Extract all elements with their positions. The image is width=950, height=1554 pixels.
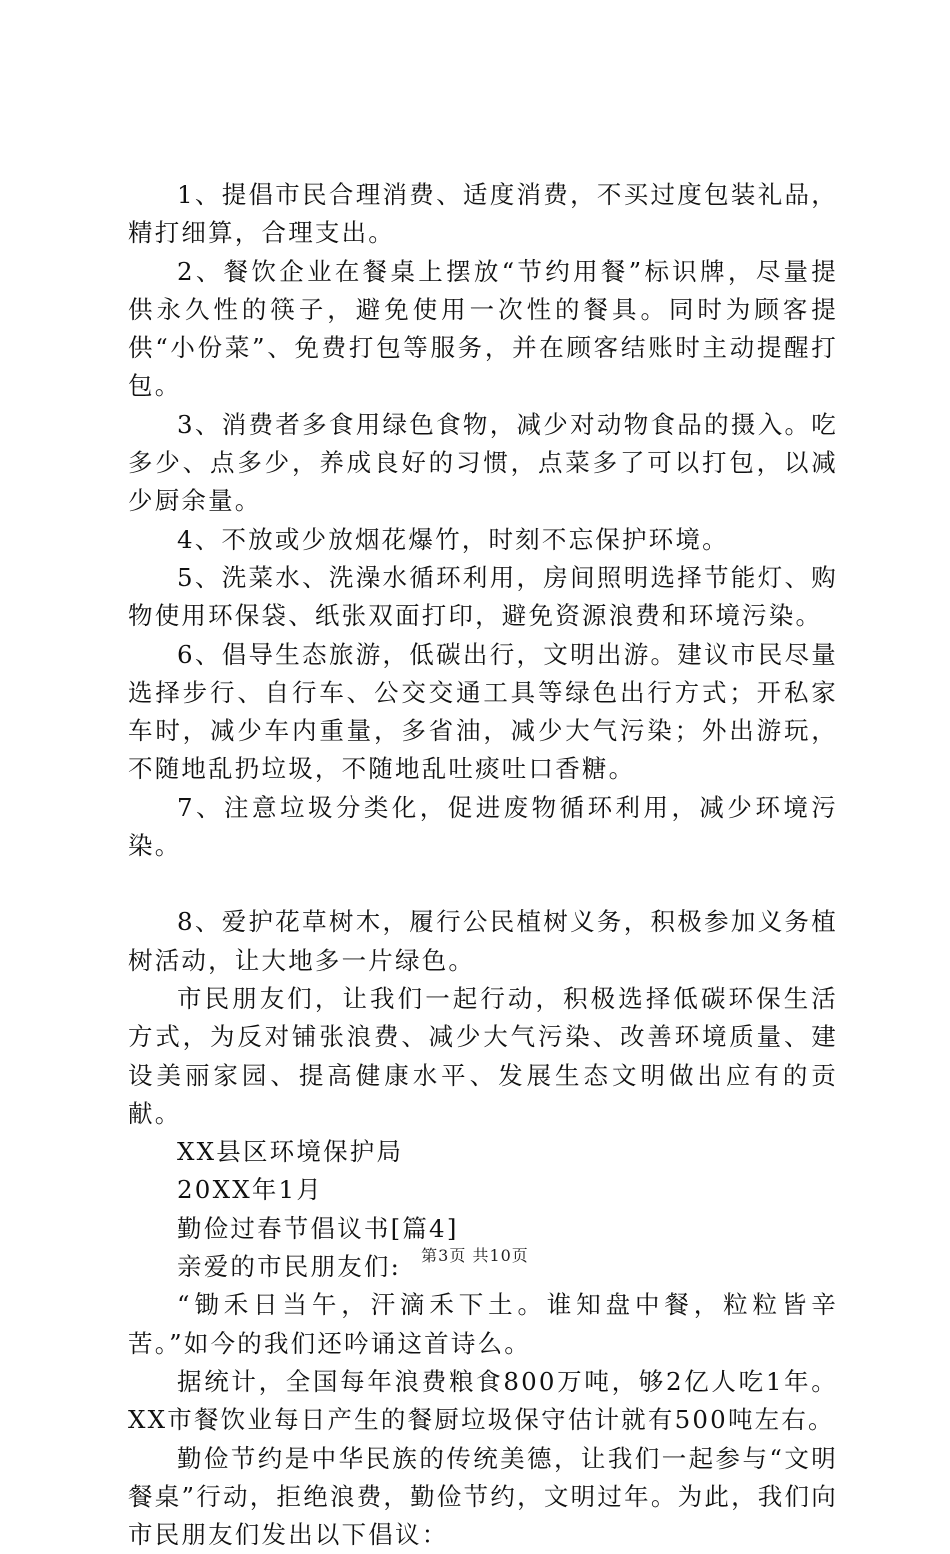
date: 20XX年1月 [128,1171,838,1209]
paragraph-item-2: 2、餐饮企业在餐桌上摆放“节约用餐”标识牌，尽量提供永久性的筷子，避免使用一次性的餐具。同时为顾客提供“小份菜”、免费打包等服务，并在顾客结账时主动提醒打包。 [128,253,838,406]
poem-paragraph: “锄禾日当午，汗滴禾下土。谁知盘中餐，粒粒皆辛苦。”如今的我们还吟诵这首诗么。 [128,1286,838,1363]
paragraph-item-1: 1、提倡市民合理消费、适度消费，不买过度包装礼品，精打细算，合理支出。 [128,176,838,253]
statistics-paragraph: 据统计，全国每年浪费粮食800万吨，够2亿人吃1年。XX市餐饮业每日产生的餐厨垃圾保守估计就有500吨左右。 [128,1363,838,1440]
closing-paragraph: 市民朋友们，让我们一起行动，积极选择低碳环保生活方式，为反对铺张浪费、减少大气污染、改善环境质量、建设美丽家园、提高健康水平、发展生态文明做出应有的贡献。 [128,980,838,1133]
blank-line [128,865,838,903]
paragraph-item-3: 3、消费者多食用绿色食物，减少对动物食品的摄入。吃多少、点多少，养成良好的习惯，点菜多了可以打包，以减少厨余量。 [128,406,838,521]
page-number: 第3页 共10页 [0,1243,950,1266]
paragraph-item-8: 8、爱护花草树木，履行公民植树义务，积极参加义务植树活动，让大地多一片绿色。 [128,903,838,980]
paragraph-item-6: 6、倡导生态旅游，低碳出行，文明出游。建议市民尽量选择步行、自行车、公交交通工具等绿色出行方式；开私家车时，减少车内重量，多省油，减少大气污染；外出游玩，不随地乱扔垃圾，不随地乱吐痰吐口香糖。 [128,636,838,789]
section-title: 勤俭过春节倡议书[篇4] [128,1210,838,1248]
document-body [128,176,838,1554]
greeting: 亲爱的市民朋友们: [128,1248,838,1286]
paragraph-item-4: 4、不放或少放烟花爆竹，时刻不忘保护环境。 [128,521,838,559]
initiative-paragraph: 勤俭节约是中华民族的传统美德，让我们一起参与“文明餐桌”行动，拒绝浪费，勤俭节约，文明过年。为此，我们向市民朋友们发出以下倡议： [128,1440,838,1554]
signature: XX县区环境保护局 [128,1133,838,1171]
paragraph-item-5: 5、洗菜水、洗澡水循环利用，房间照明选择节能灯、购物使用环保袋、纸张双面打印，避免资源浪费和环境污染。 [128,559,838,636]
paragraph-item-7: 7、注意垃圾分类化，促进废物循环利用，减少环境污染。 [128,789,838,866]
